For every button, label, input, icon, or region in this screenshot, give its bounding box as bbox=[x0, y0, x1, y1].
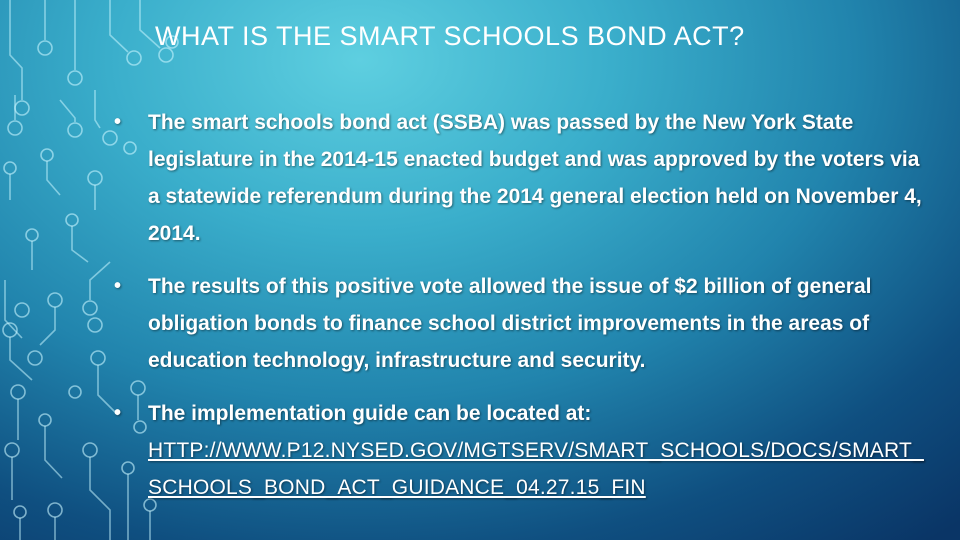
implementation-guide-link[interactable]: HTTP://WWW.P12.NYSED.GOV/MGTSERV/SMART_SCHOOLS/DOCS/SMART_SCHOOLS_BOND_ACT_GUIDANCE_04.27.15_FIN bbox=[148, 439, 924, 499]
bullet-marker: • bbox=[114, 275, 122, 297]
bullet-item-implementation-guide bbox=[112, 395, 932, 506]
bullet-list bbox=[112, 104, 932, 522]
bullet-text: The smart schools bond act (SSBA) was passed by the New York State legislature in the 2014-15 enacted budget and was approved by the voters via a statewide referendum during the 2014 general election held on November 4, 2014. bbox=[148, 111, 922, 245]
bullet-item-vote-results bbox=[112, 268, 932, 379]
bullet-item-ssba-passed bbox=[112, 104, 932, 252]
bullet-marker: • bbox=[114, 111, 122, 133]
bullet-text: The implementation guide can be located at: bbox=[148, 402, 592, 425]
bullet-marker: • bbox=[114, 402, 122, 424]
slide-title: WHAT IS THE SMART SCHOOLS BOND ACT? bbox=[155, 21, 745, 51]
bullet-text: The results of this positive vote allowed the issue of $2 billion of general obligation bonds to finance school district improvements in the areas of education technology, infrastructure and security. bbox=[148, 275, 872, 372]
